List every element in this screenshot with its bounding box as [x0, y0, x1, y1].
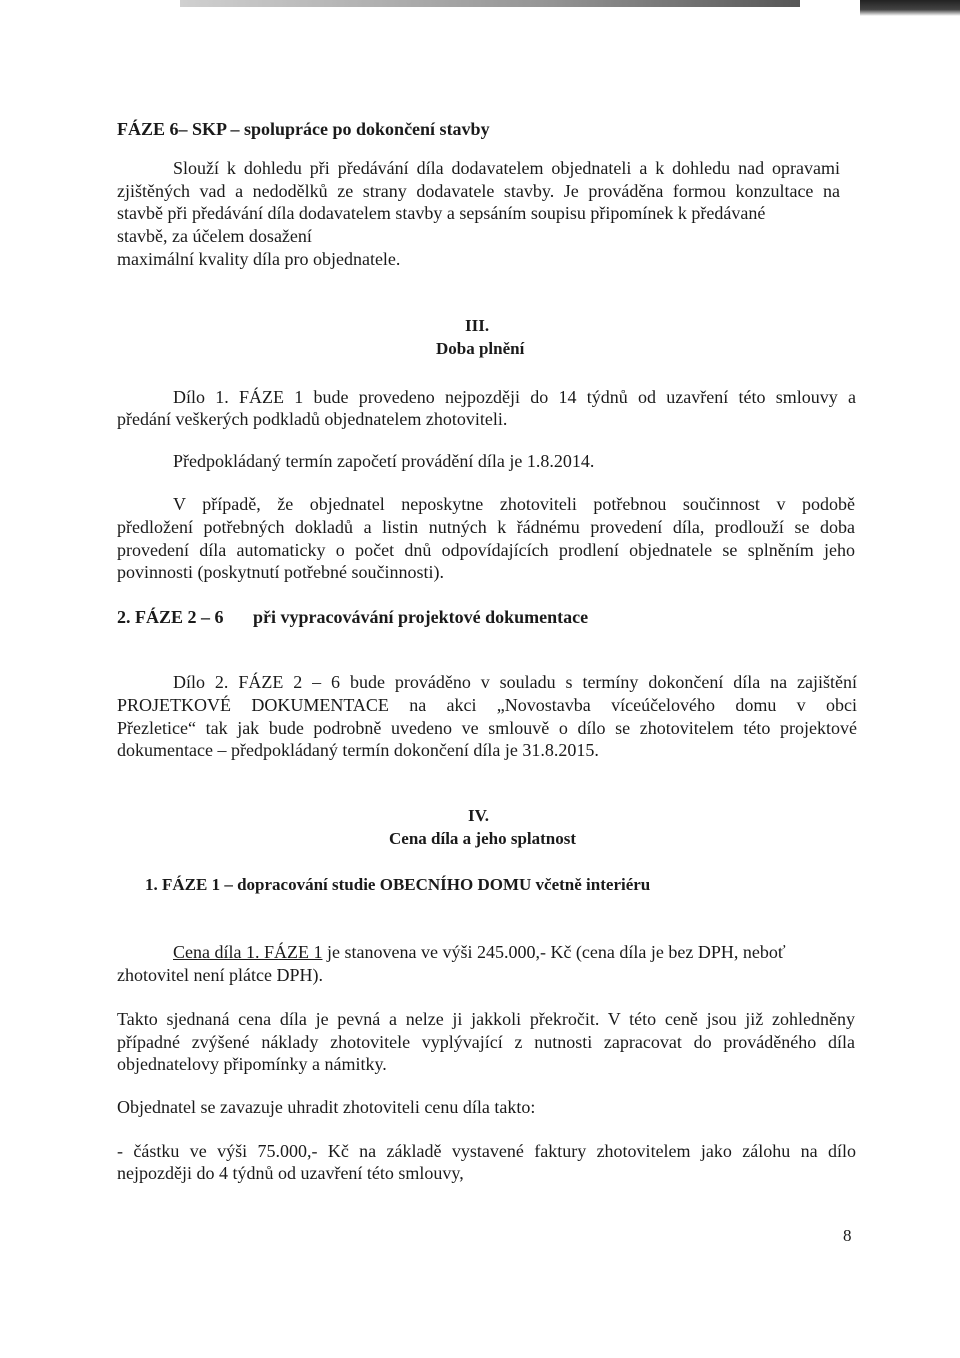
phase6-line-3: stavbě při předávání díla dodavatelem stavby a sepsáním soupisu připomínek k předávané — [117, 203, 766, 223]
section3-number: III. — [465, 316, 490, 335]
price-rest: je stanovena ve výši 245.000,- Kč (cena díla je bez DPH, neboť — [322, 942, 786, 962]
item2-heading-prefix: 2. FÁZE 2 – 6 — [117, 607, 224, 627]
fixed-line-2: případné zvýšené náklady zhotovitele vyplývající z nutnosti zapracovat do prováděného díla — [117, 1032, 855, 1052]
delay-line-1: V případě, že objednatel neposkytne zhotoviteli potřebnou součinnost v podobě — [173, 494, 855, 514]
phase6-line-4: stavbě, za účelem dosažení — [117, 226, 312, 246]
item1-heading: 1. FÁZE 1 – dopracování studie OBECNÍHO DOMU včetně interiéru — [145, 875, 651, 894]
phase6-line-2: zjištěných vad a nedodělků ze strany dodavatele stavby. Je prováděna formou konzultace na — [117, 181, 840, 201]
delay-line-4: povinnosti (poskytnutí potřebné součinnosti). — [117, 562, 444, 582]
dilo1-line-2: předání veškerých podkladů objednatelem zhotoviteli. — [117, 409, 508, 429]
delay-line-3: provedení díla automaticky o počet dnů odpovídajících prodlení objednatele se splněním jeho — [117, 540, 855, 560]
section3-title: Doba plnění — [436, 339, 525, 358]
dilo2-line-3: Přezletice“ tak jak bude podrobně uvedeno ve smlouvě o dílo se zhotovitelem této projektové — [117, 718, 857, 738]
page-number: 8 — [843, 1226, 852, 1245]
dilo2-line-1: Dílo 2. FÁZE 2 – 6 bude prováděno v souladu s termíny dokončení díla na zajištění — [173, 672, 857, 692]
fixed-line-1: Takto sjednaná cena díla je pevná a nelze ji jakkoli překročit. V této ceně jsou již zohledněny — [117, 1009, 855, 1029]
start-date: Předpokládaný termín započetí provádění díla je 1.8.2014. — [173, 451, 595, 471]
price-underlined: Cena díla 1. FÁZE 1 — [173, 942, 323, 962]
item2-heading-suffix: při vypracovávání projektové dokumentace — [253, 607, 589, 627]
scan-edge-shadow — [180, 0, 800, 7]
payment-intro: Objednatel se zavazuje uhradit zhotoviteli cenu díla takto: — [117, 1097, 536, 1117]
price-line-1 — [173, 942, 786, 963]
scan-corner-shadow — [860, 0, 960, 16]
section4-title: Cena díla a jeho splatnost — [389, 829, 577, 848]
phase6-heading: FÁZE 6– SKP – spolupráce po dokončení stavby — [117, 119, 490, 139]
fixed-line-3: objednatelovy připomínky a námitky. — [117, 1054, 387, 1074]
phase6-line-5: maximální kvality díla pro objednatele. — [117, 249, 401, 269]
phase6-line-1: Slouží k dohledu při předávání díla dodavatelem objednateli a k dohledu nad opravami — [173, 158, 840, 178]
price-line-2: zhotovitel není plátce DPH). — [117, 965, 323, 985]
section4-number: IV. — [468, 806, 489, 825]
payment-line-1: - částku ve výši 75.000,- Kč na základě vystavené faktury zhotovitelem jako zálohu na dílo — [117, 1141, 856, 1161]
payment-line-2: nejpozději do 4 týdnů od uzavření této smlouvy, — [117, 1163, 464, 1183]
dilo2-line-2: PROJETKOVÉ DOKUMENTACE na akci „Novostavba víceúčelového domu v obci — [117, 695, 857, 715]
dilo2-line-4: dokumentace – předpokládaný termín dokončení díla je 31.8.2015. — [117, 740, 599, 760]
dilo1-line-1: Dílo 1. FÁZE 1 bude provedeno nejpozději do 14 týdnů od uzavření této smlouvy a — [173, 387, 856, 407]
delay-line-2: předložení potřebných dokladů a listin nutných k řádnému provedení díla, prodlouží se doba — [117, 517, 855, 537]
